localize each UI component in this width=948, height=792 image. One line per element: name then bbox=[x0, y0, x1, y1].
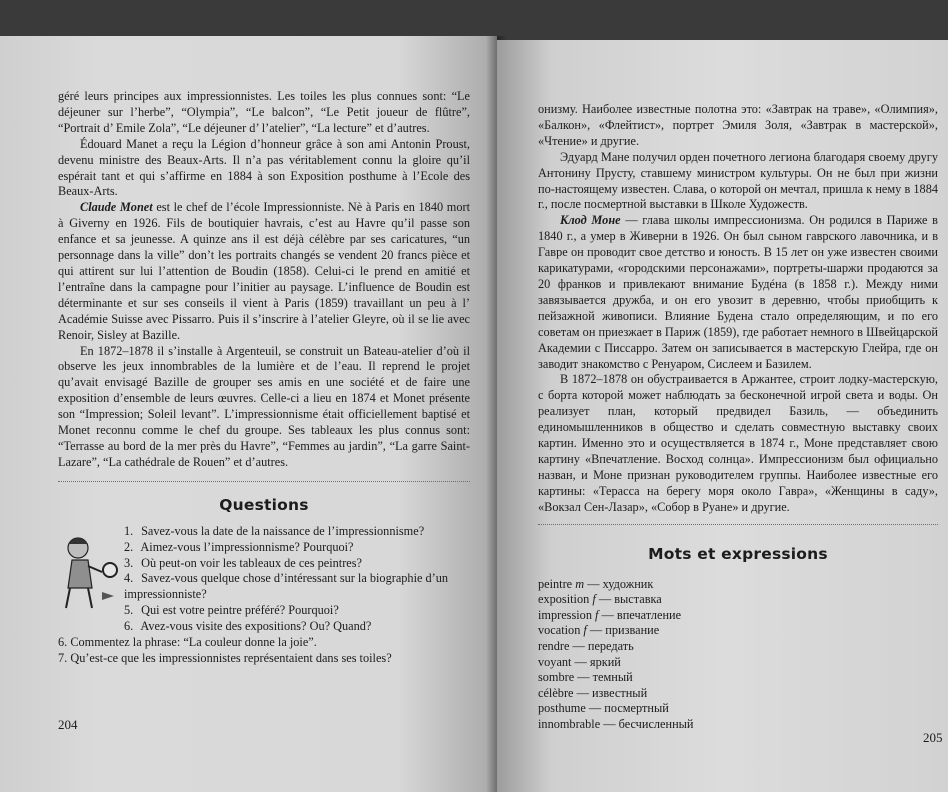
vocabulary-list bbox=[538, 577, 948, 733]
left-paragraph-3 bbox=[58, 200, 470, 343]
left-paragraph-4: En 1872–1878 il s’installe à Argenteuil, se construit un Bateau-atelier d’où il observe les jeux innombrables de la lumière et de l’eau. Il reprend le projet qu’avait envisagé Bazille de grouper ses amis en une société et de faire une exposition d’ensemble de leurs œuvres. Celle-ci a lieu en 1874 et Monet présente son “Impression; Soleil levant”. L’impressionnisme était officiellement baptisé et Monet reconnu comme le chef du groupe. Ses tableaux les plus connus sont: “Terrasse au bord de la mer près du Havre”, “Femmes au jardin”, “La garre Saint-Lazare”, “La cathédrale de Rouen” et d’autres. bbox=[58, 343, 470, 469]
right-paragraph-3 bbox=[538, 213, 938, 372]
vocab-entry: rendre — передать bbox=[538, 638, 634, 653]
page-number-right: 205 bbox=[923, 730, 943, 745]
left-paragraph-1: géré leurs principes aux impressionnistes. Les toiles les plus connues sont: “Le déjeuner sur l’herbe”, “Olympia”, “Le balcon”, “Le Petit joueur de flûtre”, “Portrait d’ Emile Zola”, “Le déjeuner d’ l’atelier”, “La lecture” et d’autres. bbox=[58, 89, 470, 135]
right-paragraph-1: онизму. Наиболее известные полотна это: «Завтрак на траве», «Олимпия», «Балкон», «Флейтист», портрет Эмиля Золя, «Завтрак в мастерской», «Чтение» и другие. bbox=[538, 102, 938, 148]
left-paragraph-2: Édouard Manet a reçu la Légion d’honneur grâce à son ami Antonin Proust, devenu ministre des Beaux-Arts. Il n’a pas véritablement connu la gloire qu’il espérait tant et qui s’affirme en 1884 à son Exposition posthume à l’Ecole des Beaux-Arts. bbox=[58, 136, 470, 199]
right-page bbox=[497, 40, 948, 792]
left-paragraph-3-body: est le chef de l’école Impressionniste. Nè à Paris en 1840 mort à Giverny en 1926. Fils de boutiquier havrais, c’est au Havre qu’il passe son enfance et sa jeunesse. A quinze ans il est déjà célèbre par ses caricatures, “un personnage dans la ville” don’t les portraits changés se vendent 20 francs pièce et qui attirent sur lui l’attention de Boudin (1858). Celui-ci le prend en amitié et l’entraîne dans la campagne pour l’initier au paysage. L’influence de Boudin est déterminante et sur ses conseils il vient à Paris (1859) travaillant un peu à l’ Académie Suisse avec Pissarro. Puis il s’inscrire à l’atelier Gleyre, où il se lie avec Renoir, Sisley at Bazille. bbox=[58, 200, 470, 342]
vocabulary-title: Mots et expressions bbox=[648, 544, 828, 563]
questions-title: Questions bbox=[219, 495, 309, 514]
vocab-entry: sombre — темный bbox=[538, 670, 633, 685]
questions-section bbox=[58, 524, 473, 667]
vocab-entry: innombrable — бесчисленный bbox=[538, 716, 694, 731]
question-item: 6. Avez-vous visite des expositions? Ou? Quand? bbox=[124, 619, 372, 634]
question-item: 6. Commentez la phrase: “La couleur donne la joie”. bbox=[58, 635, 317, 650]
vocab-entry: posthume — посмертный bbox=[538, 701, 669, 716]
right-paragraph-4: В 1872–1878 он обустраивается в Аржантее, строит лодку-мастерскую, с борта которой может наблюдать за бесконечной игрой света и воды. Он реализует план, который предвидел Базиль, — объединить единомышленников в общество и сделать совместную выставку своих картин. Именно это и осуществляется в 1874 г., Моне представляет свою картину «Впечатление. Восход солнца». Импрессионизм был официально назван, и Моне признан руководителем группы. Наиболее известные его картины: «Терасса на берегу моря около Гавра», «Женщины в саду», «Вокзал Сен-Лазар», «Собор в Руане» и другие. bbox=[538, 372, 938, 514]
left-page bbox=[0, 36, 497, 792]
right-paragraph-3-lead: Клод Моне bbox=[560, 213, 621, 228]
question-item: 5. Qui est votre peintre préféré? Pourquoi? bbox=[124, 603, 339, 618]
questions-list bbox=[58, 524, 473, 667]
vocab-entry: peintre m — художник bbox=[538, 576, 654, 591]
question-item: 7. Qu’est-ce que les impressionnistes représentaient dans ses toiles? bbox=[58, 651, 392, 665]
section-divider-right bbox=[538, 524, 938, 525]
left-body-text bbox=[58, 89, 470, 471]
detective-illustration bbox=[58, 532, 120, 612]
vocab-entry: exposition f — выставка bbox=[538, 592, 662, 607]
right-paragraph-2: Эдуард Мане получил орден почетного легиона благодаря своему другу Антонину Прусту, ставшему министром культуры. Он не был при жизни по-настоящему известен. Слава, о которой он мечтал, пришла к нему в 1884 г., после посмертной выставки в Школе Художеств. bbox=[538, 149, 938, 212]
question-item: 2. Aimez-vous l’impressionnisme? Pourquoi? bbox=[124, 539, 354, 554]
vocab-entry: voyant — яркий bbox=[538, 654, 621, 669]
right-body-text bbox=[538, 102, 938, 516]
vocab-entry: impression f — впечатление bbox=[538, 607, 682, 622]
question-item: 1. Savez-vous la date de la naissance de l’impressionnisme? bbox=[124, 523, 425, 538]
question-item: 4. Savez-vous quelque chose d’intéressant sur la biographie d’un impressionniste? bbox=[124, 571, 449, 602]
vocab-entry: vocation f — призвание bbox=[538, 623, 660, 638]
vocab-entry: célèbre — известный bbox=[538, 685, 648, 700]
question-item: 3. Où peut-on voir les tableaux de ces peintres? bbox=[124, 555, 363, 570]
page-number-left: 204 bbox=[58, 717, 78, 732]
right-paragraph-3-body: — глава школы импрессионизма. Он родился в Париже в 1840 г., а умер в Живерни в 1926. Он был сыном гаврского лавочника, и в Гавре он проводит свое детство и юность. В 15 лет он уже известен своими карикатурами, «городскими персонажами», портреты-шаржи продаются за 20 франков и привлекают внимание Будéна (в 1858 г.). Между ними завязывается дружба, и он его увозит в деревню, чтобы приобщить к пейзажной живописи. Влияние Будена стало определяющим, и по его советам он приезжает в Париж (1859), где работает немного в Швейцарской Академии с Писсарро. Затем он записывается в мастерскую Глейра, где он заводит знакомство с Ренуаром, Сислеем и Базилем. bbox=[538, 213, 938, 371]
left-paragraph-3-lead: Claude Monet bbox=[80, 200, 153, 215]
section-divider-left bbox=[58, 481, 470, 482]
